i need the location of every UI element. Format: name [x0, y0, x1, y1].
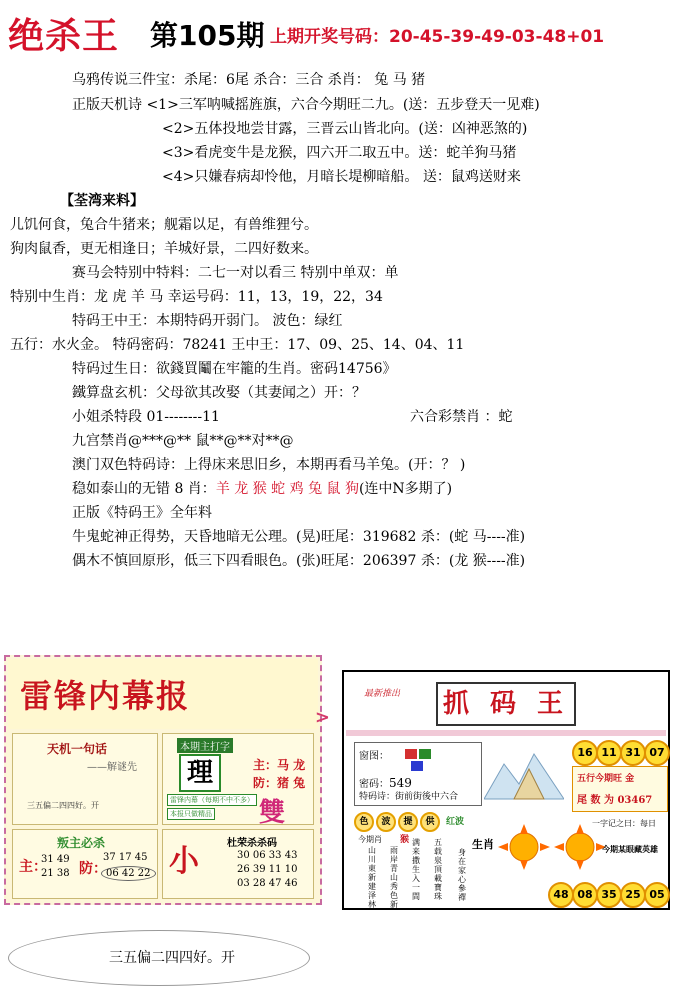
line-miss-range: 小姐杀特段 01--------11: [72, 409, 220, 425]
line-special-zodiac: 特别中生肖：龙 虎 羊 马 幸运号码：11，13，19，22，34: [10, 289, 383, 305]
box-kill-numbers: [162, 829, 314, 899]
box-kill-nums2: 21 38: [41, 868, 70, 879]
sun-illustration-2: [550, 822, 610, 872]
tag-3: 提: [398, 812, 418, 832]
shengxiao-label: 生肖: [472, 838, 494, 851]
footer-oval-text: 三五偏二四四好。开: [109, 950, 235, 966]
box-main-char: [162, 733, 314, 828]
mima-label: 密码：: [359, 779, 389, 790]
mountain-illustration: [484, 744, 564, 804]
mima-value: 549: [389, 776, 412, 790]
right-panel-title: 抓 码 王: [442, 689, 570, 719]
ball-top-1: 16: [572, 740, 598, 766]
box-main-zhu: 主：马 龙: [253, 758, 306, 772]
right-panel-small: 最新推出: [364, 689, 401, 699]
left-panel-title: 雷锋内幕报: [20, 677, 191, 715]
line-annual-1: 牛鬼蛇神正得势，天昏地暗无公理。(晃)旺尾：319682 杀：(蛇 马----准): [72, 529, 526, 545]
fortune-text: 今期某眼藏英雄: [602, 844, 658, 854]
eight-zodiac-label: 稳如泰山的无错 8 肖：: [72, 481, 216, 497]
line-king-of-kings: 特码王中王：本期特码开弱门。 波色：绿红: [72, 313, 343, 329]
yiziji-text: 一字记之曰：每日: [592, 819, 656, 828]
col-4: 五载泉頂載寶珠: [434, 838, 442, 901]
wuxing-box: [572, 766, 668, 812]
sun-illustration-1: [494, 822, 554, 872]
ball-bottom-5: 05: [644, 882, 670, 908]
line-five-elements: 五行：水火金。 特码密码：78241 王中王：17、09、25、14、04、11: [10, 337, 465, 353]
box-kill-nums3: 37 17 45: [103, 852, 148, 863]
col-3: 满来撒生入一間: [412, 838, 420, 901]
box-main-fang: 防：猪 兔: [253, 776, 306, 790]
line-poem-2: <2>五体投地尝甘露，三晋云山皆北向。(送：凶神恶煞的): [162, 121, 528, 137]
logo-blue: [411, 761, 423, 771]
ball-top-4: 07: [644, 740, 670, 766]
line-iron-abacus: 鐵算盘玄机：父母欲其改娶（其妻闻之）开：？: [72, 385, 366, 401]
box4-row3: 03 28 47 46: [237, 878, 298, 889]
eight-zodiac-note: (连中N多期了): [358, 481, 453, 497]
section-tsuen-wan: 【荃湾来料】: [60, 193, 144, 209]
tag-4: 供: [420, 812, 440, 832]
eight-zodiac-values: 羊 龙 猴 蛇 鸡 兔 鼠 狗: [215, 481, 359, 497]
right-panel-title-box: [436, 682, 576, 726]
last-draw-numbers: 上期开奖号码：20-45-39-49-03-48+01: [270, 27, 605, 47]
box-main-note2: 本报只做精品: [167, 808, 215, 820]
ball-bottom-4: 25: [620, 882, 646, 908]
ball-bottom-3: 35: [596, 882, 622, 908]
right-panel: [342, 670, 670, 910]
box4-row1: 30 06 33 43: [237, 850, 298, 861]
code-box: [354, 742, 482, 806]
tema-value: 街前街後中六合: [395, 792, 459, 802]
line-verse-2: 狗肉鼠香，更无相逢日；羊城好景，二四好数来。: [10, 241, 318, 257]
box-kill-zhu: 主：: [19, 859, 47, 875]
line-poem-3: <3>看虎变牛是龙猴，四六开二取五中。送：蛇羊狗马猪: [162, 145, 517, 161]
tag-2: 波: [376, 812, 396, 832]
logo-red: [405, 749, 417, 759]
box-main-note: 雷锋内幕（每期不中不多）: [167, 794, 257, 806]
line-nine-palace: 九宫禁肖@***@** 鼠**@**对**@: [72, 433, 294, 449]
box4-row2: 26 39 11 10: [237, 864, 298, 875]
issue-number: 第105期: [150, 19, 265, 52]
jinqi-label: 今期肖: [358, 835, 382, 844]
col-5: 身在家心參禪: [458, 848, 466, 902]
chevron-right-icon: >: [314, 707, 330, 728]
main-char-2: 雙: [259, 798, 286, 828]
left-panel-header: [8, 659, 318, 729]
line-macau-poem: 澳门双色特码诗：上得床来思旧乡，本期再看马羊兔。(开：？ ): [72, 457, 466, 473]
ball-top-2: 11: [596, 740, 622, 766]
ball-bottom-2: 08: [572, 882, 598, 908]
left-panel: [4, 655, 330, 905]
logo-green: [419, 749, 431, 759]
col-1: 山川東新建泽林: [368, 846, 376, 909]
line-verse-1: 儿饥何食，兔合牛猪来；舰霜以足，有兽维狸兮。: [10, 217, 318, 233]
code-box-label: 窗图：: [359, 751, 389, 762]
line-annual: 正版《特码王》全年料: [72, 505, 212, 521]
box-kill-fang: 防：: [79, 861, 107, 877]
line-annual-2: 偶木不慎回原形，低三下四看眼色。(张)旺尾：206397 杀：(龙 猴----准): [72, 553, 526, 569]
line-forbidden-zodiac: 六合彩禁肖 ：蛇: [410, 409, 513, 425]
line-jockey-special: 赛马会特别中特料：二七一对以看三 特别中单双：单: [72, 265, 399, 281]
line-birthday: 特码过生日：欲錢買鬮在牢籠的生肖。密码14756》: [72, 361, 397, 377]
box4-title: 杜荣杀杀码: [227, 838, 277, 849]
line-poem-1: 正版天机诗 <1>三军呐喊摇旌旗，六合今期旺二九。(送：五步登天一见难): [72, 97, 540, 113]
box-oracle-sub: ——解谜先: [87, 762, 137, 773]
wuxing-text: 五行今期旺 金: [577, 774, 635, 784]
tag-1: 色: [354, 812, 374, 832]
box-kill-title: 叛主必杀: [57, 836, 106, 850]
line-poem-4: <4>只嫌春病却怜他，月暗长堤柳暗船。 送：鼠鸡送财来: [162, 169, 521, 185]
box-main-char-title: 本期主打字: [177, 738, 233, 753]
box-oracle: [12, 733, 158, 825]
box4-char: 小: [169, 844, 199, 879]
divider: [346, 730, 666, 736]
ball-bottom-1: 48: [548, 882, 574, 908]
ball-top-3: 31: [620, 740, 646, 766]
weishu-text: 尾 数 为 03467: [577, 795, 653, 806]
main-char: 理: [179, 754, 221, 792]
tema-label: 特码诗：: [359, 792, 396, 802]
jinqi-value: 猴: [400, 835, 410, 845]
box-kill-nums4: 06 42 22: [101, 866, 156, 881]
box-oracle-title: 天机一句话: [47, 742, 108, 756]
box-kill-nums1: 31 49: [41, 854, 70, 865]
page-title: 绝杀王: [8, 15, 120, 57]
col-2: 雨岸青山秀色新: [390, 846, 398, 909]
line-crow-legend: 乌鸦传说三件宝：杀尾：6尾 杀合：三合 杀肖： 兔 马 猪: [72, 72, 426, 88]
box-must-kill: [12, 829, 158, 899]
line-eight-zodiac: [72, 481, 452, 497]
footer-oval: [8, 930, 310, 986]
box-oracle-foot: 三五偏二四四好。开: [27, 801, 99, 810]
tag-5: 红波: [446, 817, 465, 827]
